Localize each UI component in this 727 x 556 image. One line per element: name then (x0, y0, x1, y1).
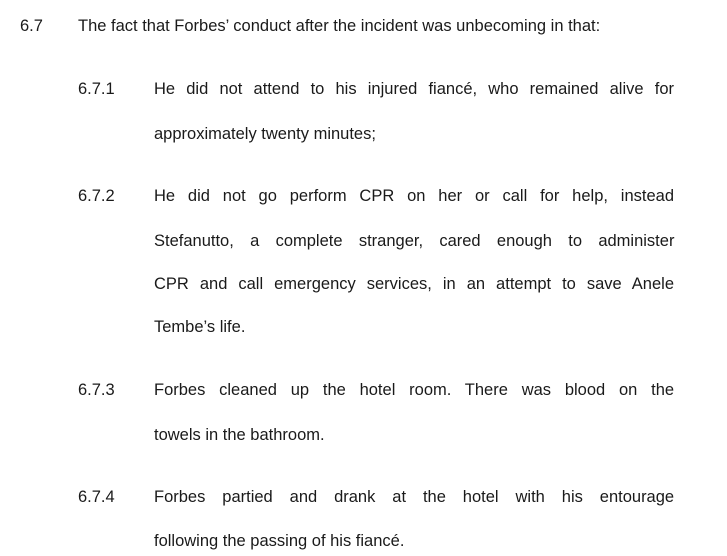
item-number: 6.7.1 (78, 80, 115, 98)
item-number: 6.7.4 (78, 488, 115, 506)
item-line: Stefanutto, a complete stranger, cared enough to administer (154, 232, 675, 250)
section-heading: The fact that Forbes’ conduct after the incident was unbecoming in that: (78, 17, 601, 35)
item-number: 6.7.3 (78, 381, 115, 399)
item-line: Forbes partied and drank at the hotel with his entourage (154, 488, 675, 506)
item-line: CPR and call emergency services, in an attempt to save Anele (154, 275, 674, 293)
item-line: Forbes cleaned up the hotel room. There was blood on the (154, 381, 675, 399)
item-line: towels in the bathroom. (154, 426, 325, 444)
section-number: 6.7 (20, 17, 43, 35)
item-number: 6.7.2 (78, 187, 115, 205)
item-line: approximately twenty minutes; (154, 125, 376, 143)
item-line: Tembe’s life. (154, 318, 246, 336)
item-line: He did not attend to his injured fiancé, who remained alive for (154, 80, 674, 98)
item-line: following the passing of his fiancé. (154, 532, 405, 550)
item-line: He did not go perform CPR on her or call for help, instead (154, 187, 674, 205)
